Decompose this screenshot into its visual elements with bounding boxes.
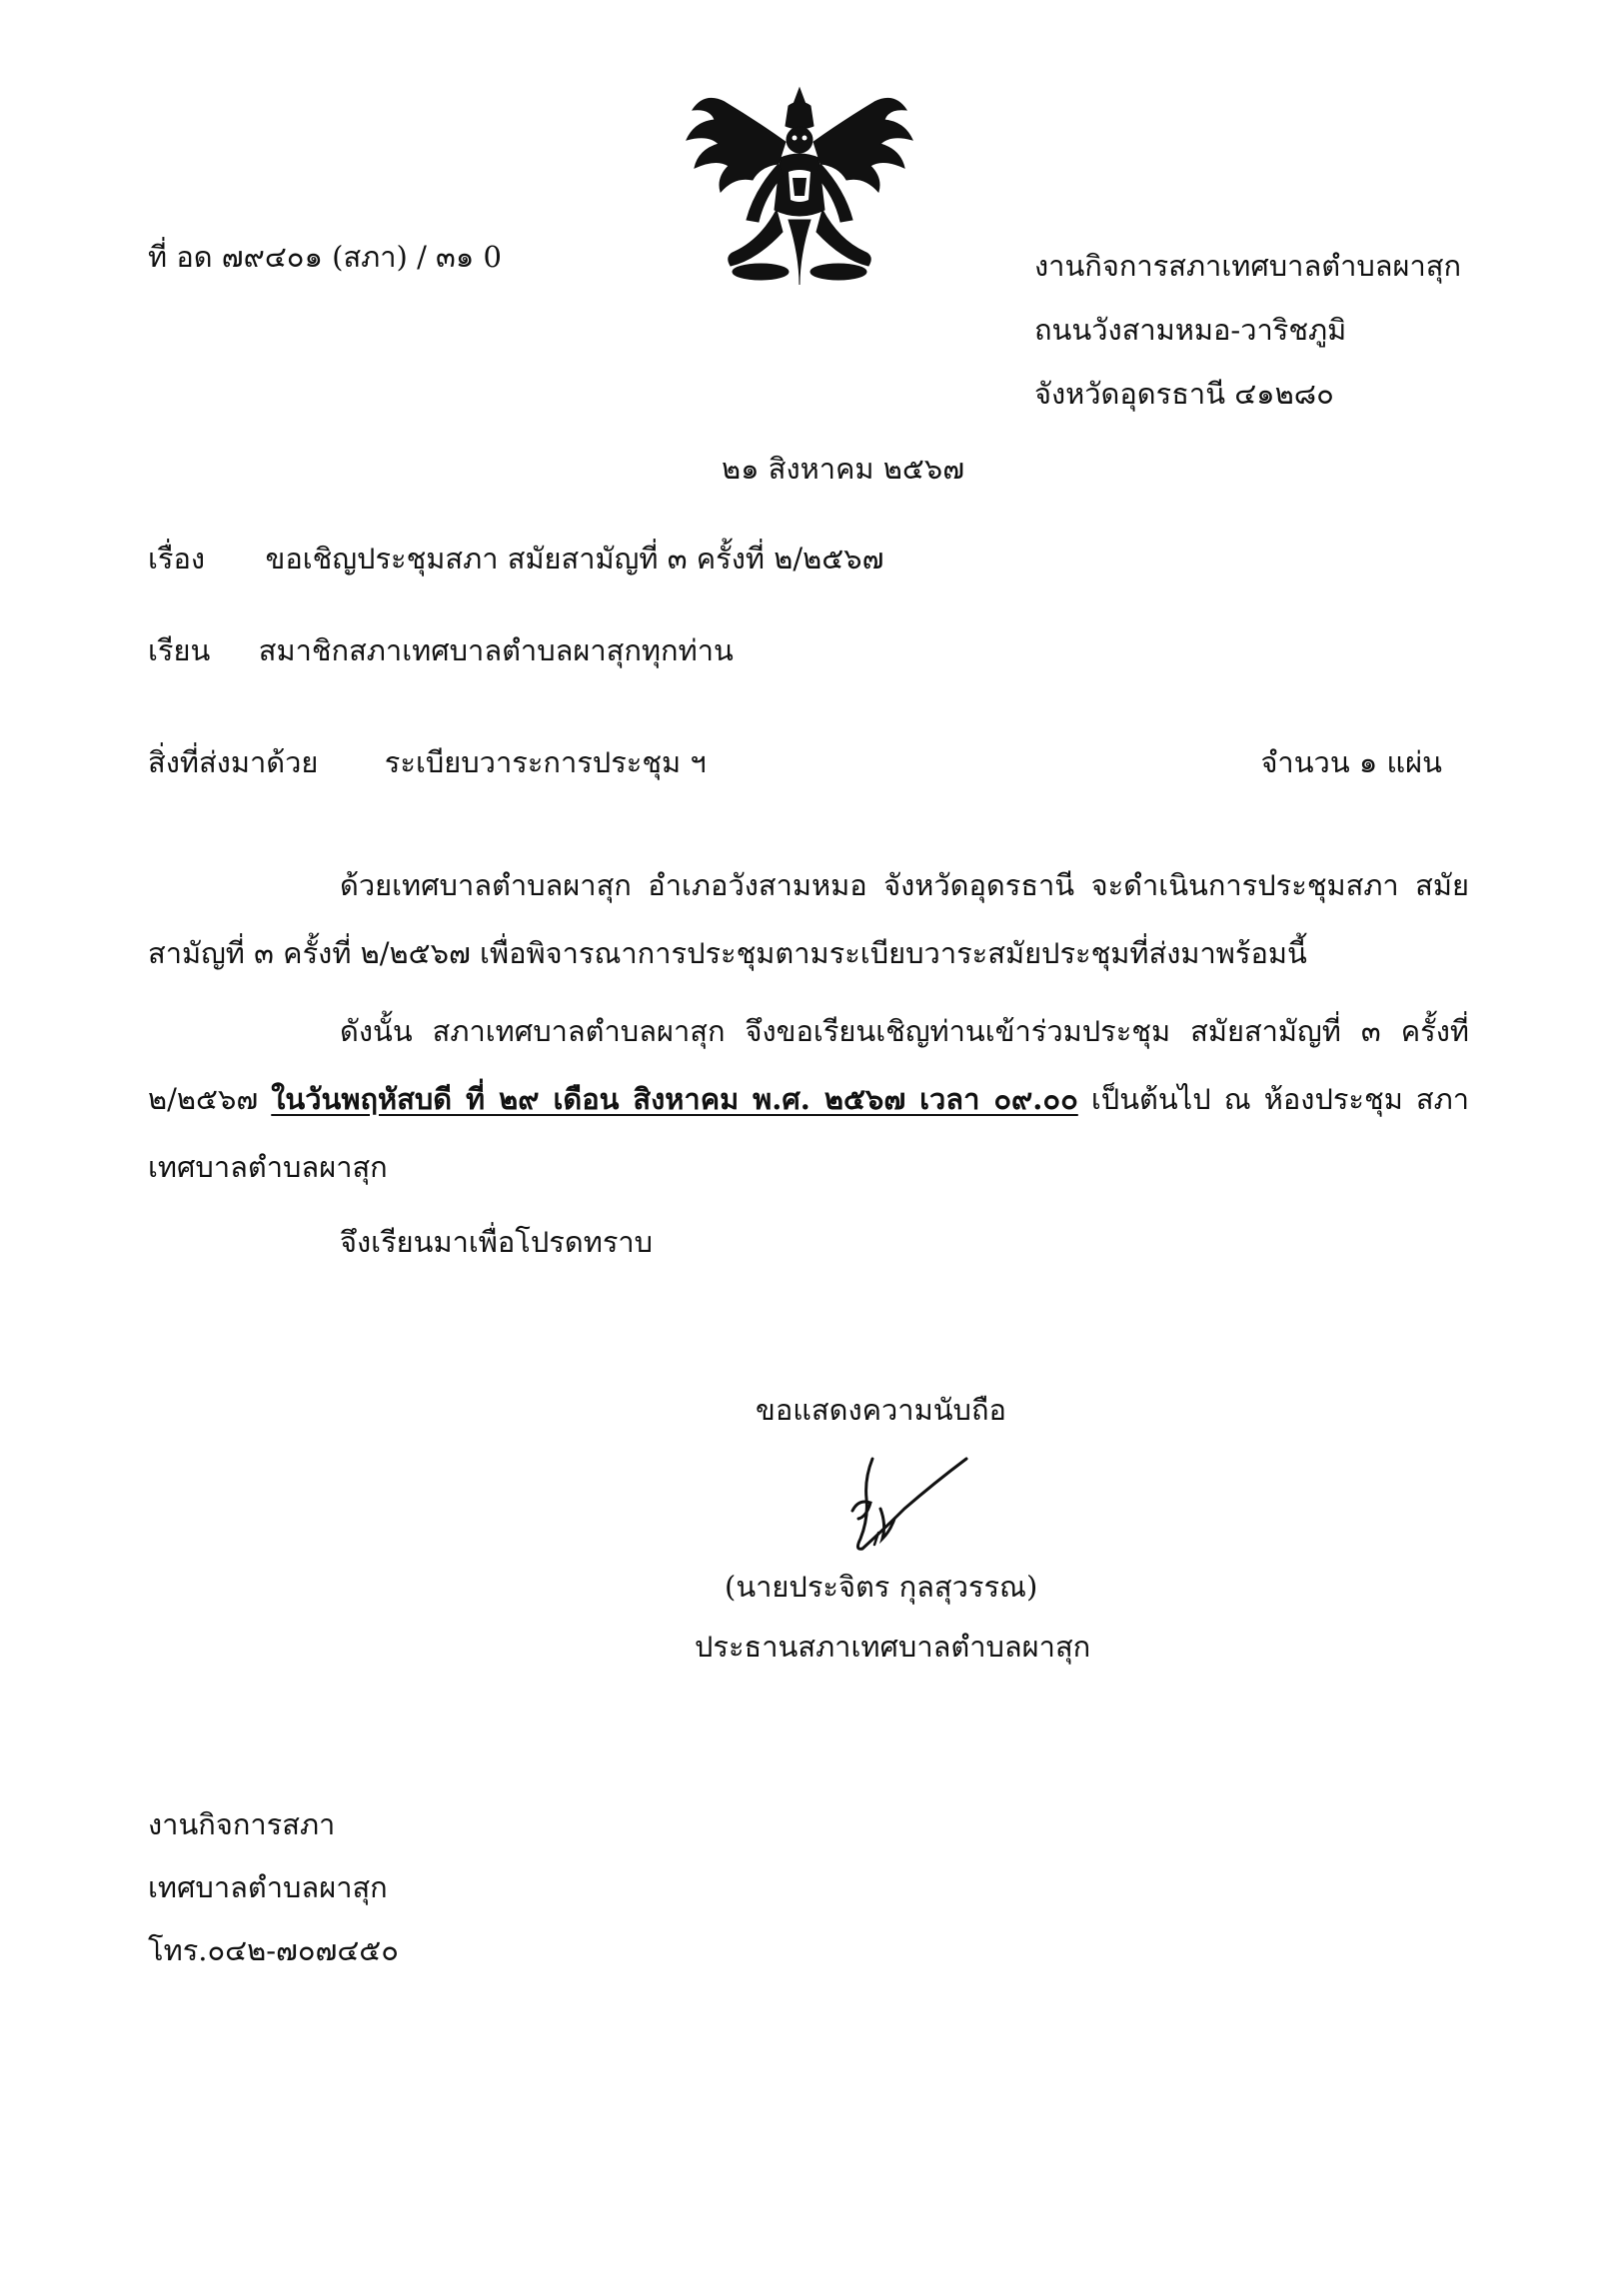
- regards-text: ขอแสดงความนับถือ: [756, 1393, 1006, 1427]
- document-number: ที่ อด ๗๙๔๐๑ (สภา) / ๓๑ 0: [148, 240, 502, 274]
- enclosure-count: จำนวน ๑ แผ่น: [1260, 745, 1442, 779]
- enclosure-line: [148, 739, 707, 785]
- subject-text: ขอเชิญประชุมสภา สมัยสามัญที่ ๓ ครั้งที่ ๒/๒๕๖๗: [265, 542, 884, 575]
- addressee-text: สมาชิกสภาเทศบาลตำบลผาสุกทุกท่าน: [258, 633, 734, 667]
- footer-phone: โทร.๐๔๒-๗๐๗๔๕๐: [148, 1933, 399, 1967]
- footer-contact: [148, 1793, 399, 1982]
- addressee-line: [148, 627, 734, 673]
- paragraph-2-end: เป็นต้นไป ณ ห้องประชุม สภาเทศบาลตำบลผาสุก: [148, 1082, 1470, 1184]
- subject-line: [148, 536, 883, 581]
- body-paragraph-2: [148, 997, 1469, 1201]
- addressee-label: เรียน: [148, 633, 211, 667]
- paragraph-2-start: ดังนั้น สภาเทศบาลตำบลผาสุก จึงขอเรียนเชิญท่านเข้าร่วมประชุม สมัยสามัญที่ ๓ ครั้งที่ ๒/๒๕๖๗: [148, 1014, 1469, 1116]
- body-paragraph-1: [148, 851, 1469, 987]
- signer-name: (นายประจิตร กุลสุวรรณ): [725, 1570, 1038, 1604]
- closing-sentence: จึงเรียนมาเพื่อโปรดทราบ: [340, 1225, 654, 1259]
- office-road: ถนนวังสามหมอ-วาริชภูมิ: [1034, 313, 1347, 347]
- letter-date: ๒๑ สิงหาคม ๒๕๖๗: [722, 452, 965, 486]
- enclosure-label: สิ่งที่ส่งมาด้วย: [148, 745, 319, 779]
- subject-label: เรื่อง: [148, 542, 206, 575]
- signer-title: ประธานสภาเทศบาลตำบลผาสุก: [695, 1630, 1091, 1664]
- footer-department: งานกิจการสภา: [148, 1807, 336, 1841]
- office-province: จังหวัดอุดรธานี ๔๑๒๘๐: [1034, 377, 1334, 411]
- paragraph-1-text: ด้วยเทศบาลตำบลผาสุก อำเภอวังสามหมอ จังหวัดอุดรธานี จะดำเนินการประชุมสภา สมัยสามัญที่ ๓ ครั้งที่ ๒/๒๕๖๗ เพื่อพิจารณาการประชุมตามระเบียบวาระสมัยประชุมที่ส่งมาพร้อมนี้: [148, 868, 1469, 970]
- garuda-emblem-icon: [665, 80, 934, 295]
- office-name: งานกิจการสภาเทศบาลตำบลผาสุก: [1034, 249, 1462, 283]
- office-address: [1034, 234, 1461, 426]
- meeting-datetime: ในวันพฤหัสบดี ที่ ๒๙ เดือน สิงหาคม พ.ศ. ๒๕๖๗ เวลา ๐๙.๐๐: [271, 1082, 1078, 1116]
- footer-municipality: เทศบาลตำบลผาสุก: [148, 1870, 388, 1904]
- handwritten-signature: [795, 1439, 994, 1569]
- enclosure-text: ระเบียบวาระการประชุม ฯ: [384, 745, 707, 779]
